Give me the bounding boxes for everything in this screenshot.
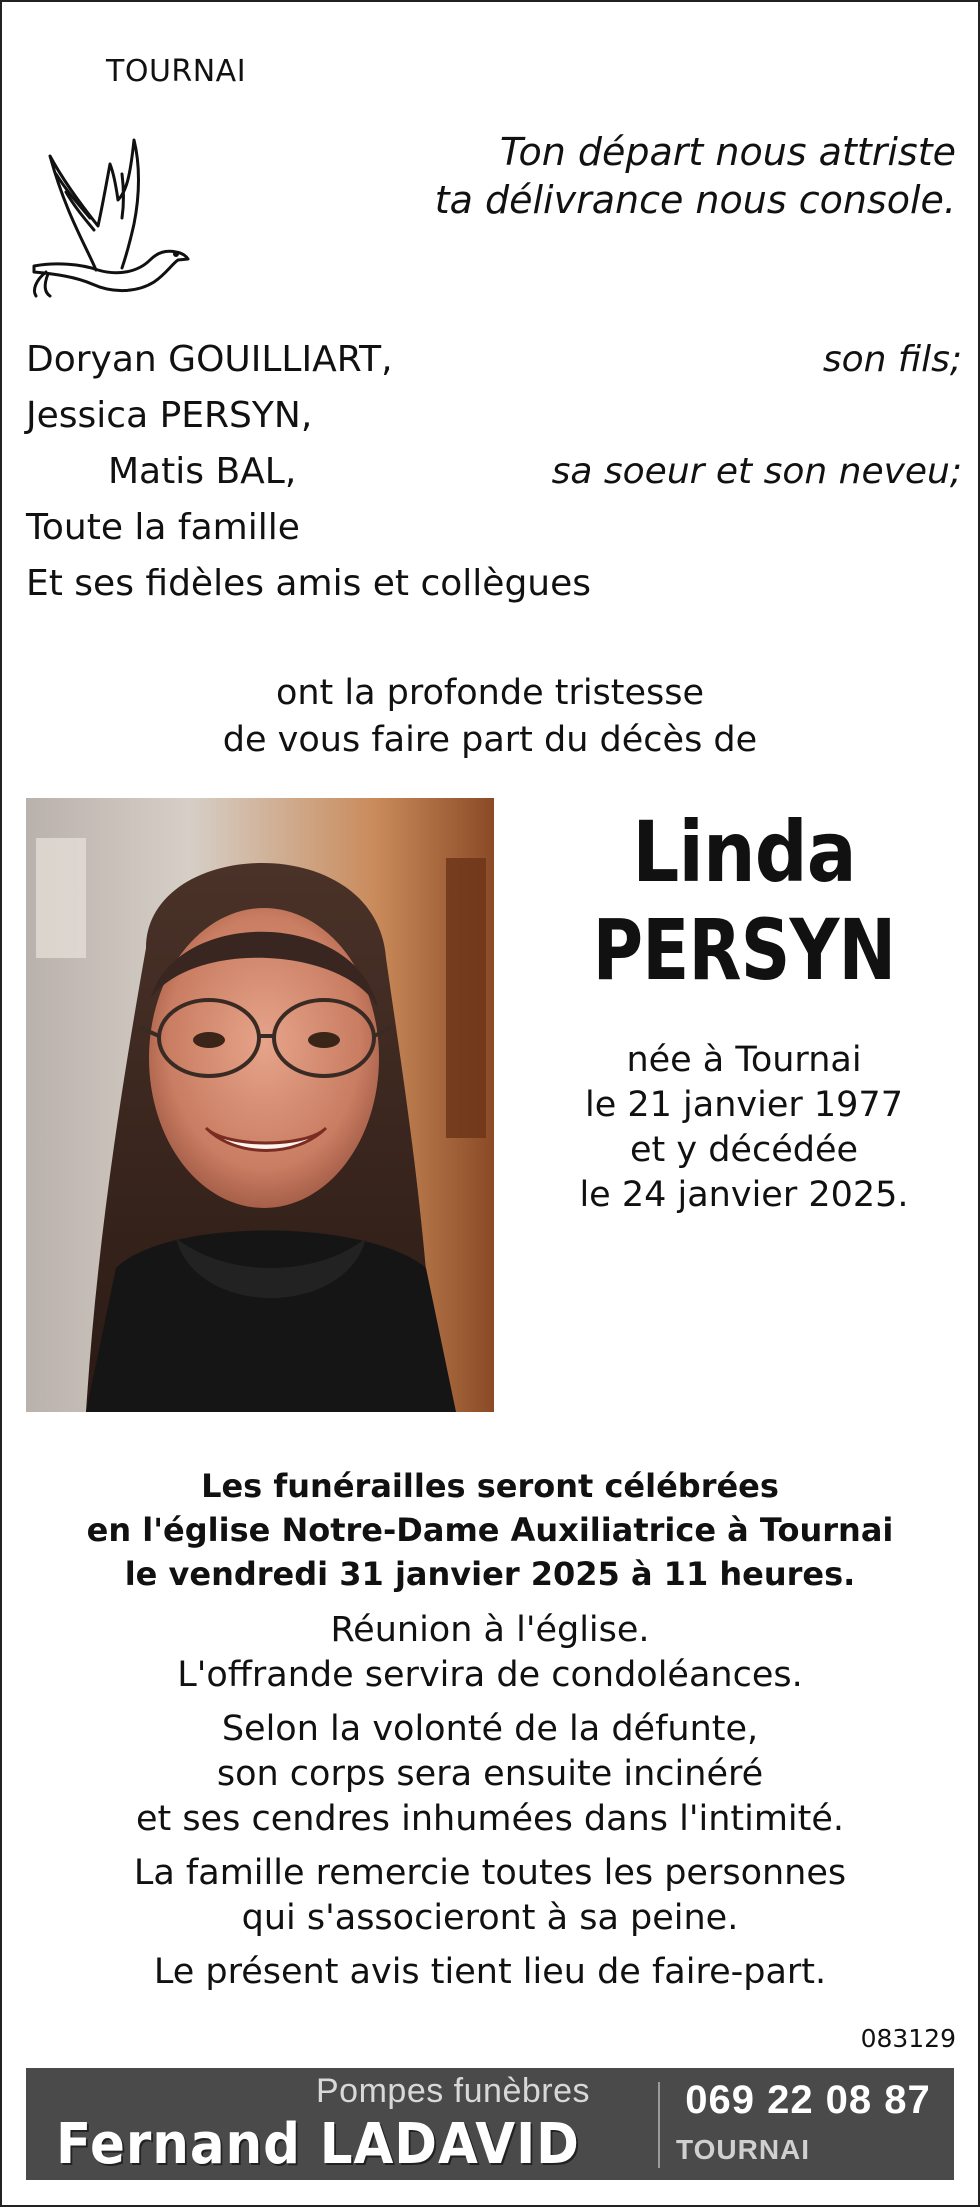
announcement-line: de vous faire part du décès de <box>222 720 758 760</box>
family-name: Matis BAL, <box>108 451 297 492</box>
details-line: et ses cendres inhumées dans l'intimité. <box>135 1799 845 1839</box>
deceased-first-name: Linda <box>632 803 856 901</box>
details-paragraph <box>2 1707 978 1842</box>
details-line: qui s'associeront à sa peine. <box>241 1898 739 1938</box>
funeral-home-name: Fernand LADAVID <box>56 2112 580 2177</box>
family-row <box>26 332 962 388</box>
family-relation: son fils; <box>822 339 962 380</box>
family-row <box>26 556 962 612</box>
details-line: Réunion à l'église. <box>330 1610 650 1650</box>
funeral-home-city: TOURNAI <box>676 2134 811 2165</box>
family-name: Doryan GOUILLIART, <box>26 339 393 380</box>
family-row <box>26 500 962 556</box>
details-line: L'offrande servira de condoléances. <box>177 1655 803 1695</box>
funeral-home-tagline: Pompes funèbres <box>316 2072 590 2110</box>
funeral-line: le vendredi 31 janvier 2025 à 11 heures. <box>124 1555 856 1593</box>
quote <box>435 128 956 224</box>
announcement <box>2 670 978 764</box>
family-row <box>26 388 962 444</box>
dove-icon <box>26 134 196 304</box>
deceased-name <box>542 802 946 1000</box>
family-relation: sa soeur et son neveu; <box>551 451 962 492</box>
reference-number: 083129 <box>860 2024 956 2053</box>
funeral-line: Les funérailles seront célébrées <box>201 1467 779 1505</box>
details-line: La famille remercie toutes les personnes <box>133 1853 847 1893</box>
birth-death-dates <box>542 1038 946 1218</box>
funeral-home-banner <box>26 2068 954 2180</box>
location-header: TOURNAI <box>106 54 247 89</box>
deceased-last-name: PERSYN <box>592 901 896 999</box>
funeral-info <box>2 1464 978 1596</box>
quote-line: Ton départ nous attriste <box>499 130 956 174</box>
family-list <box>26 332 962 612</box>
date-line: le 24 janvier 2025. <box>579 1175 909 1215</box>
details-line: Le présent avis tient lieu de faire-part. <box>153 1952 827 1992</box>
details-line: son corps sera ensuite incinéré <box>216 1754 764 1794</box>
family-name: Et ses fidèles amis et collègues <box>26 563 592 604</box>
date-line: le 21 janvier 1977 <box>585 1085 903 1125</box>
funeral-line: en l'église Notre-Dame Auxiliatrice à Tournai <box>86 1511 894 1549</box>
family-name: Toute la famille <box>26 507 300 548</box>
announcement-line: ont la profonde tristesse <box>275 673 705 713</box>
details-line: Selon la volonté de la défunte, <box>221 1709 759 1749</box>
details-paragraph <box>2 1950 978 1995</box>
family-row <box>26 444 962 500</box>
funeral-home-brand-block <box>26 2068 646 2180</box>
family-name: Jessica PERSYN, <box>26 395 313 436</box>
footer-divider <box>658 2082 660 2168</box>
portrait-photo <box>26 798 494 1412</box>
details-paragraph <box>2 1851 978 1941</box>
quote-line: ta délivrance nous console. <box>434 178 956 222</box>
date-line: et y décédée <box>629 1130 859 1170</box>
details-paragraph <box>2 1608 978 1698</box>
funeral-details <box>2 1608 978 2004</box>
funeral-home-phone: 069 22 08 87 <box>685 2078 931 2122</box>
date-line: née à Tournai <box>626 1040 862 1080</box>
